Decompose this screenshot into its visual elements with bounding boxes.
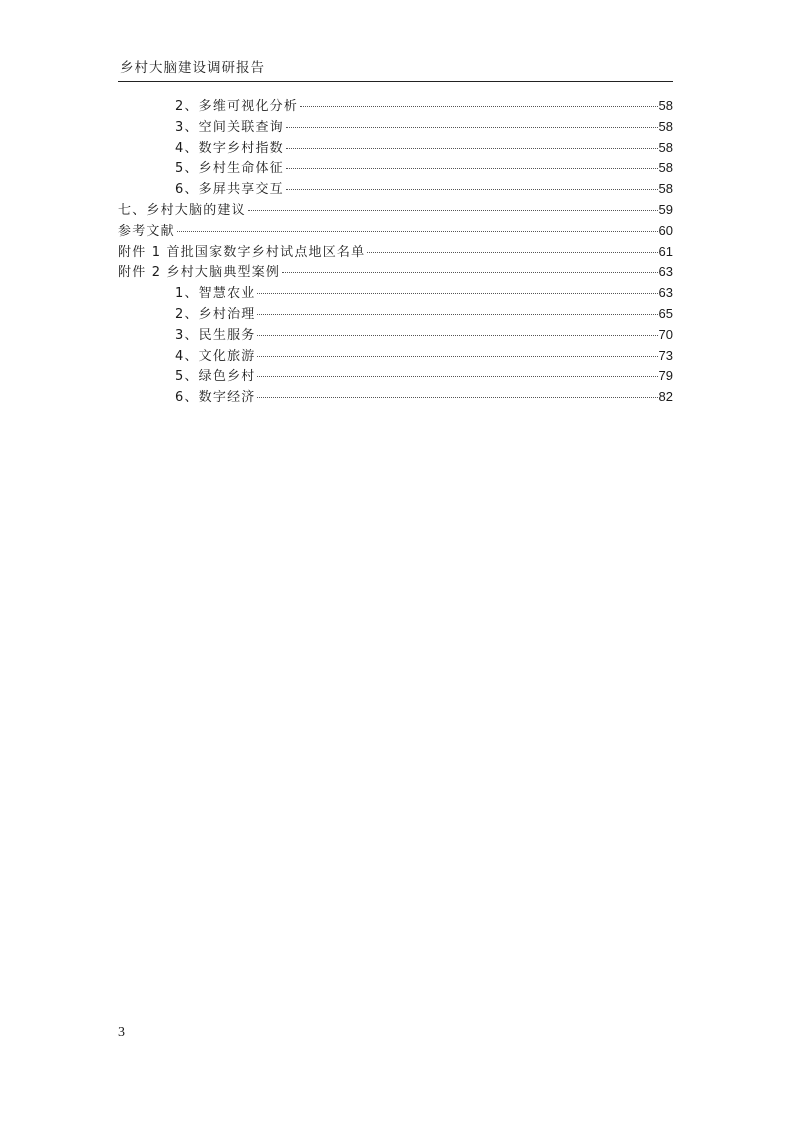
- toc-entry-page: 59: [658, 201, 673, 217]
- toc-entry-page: 58: [658, 160, 673, 176]
- toc-entry-label: 2、乡村治理: [175, 306, 256, 322]
- toc-dot-leader: [248, 210, 658, 211]
- toc-dot-leader: [300, 106, 657, 107]
- toc-entry-label: 参考文献: [118, 223, 175, 239]
- toc-entry-label: 3、民生服务: [175, 327, 256, 343]
- toc-entry-label: 3、空间关联查询: [175, 119, 284, 135]
- table-of-contents: [118, 96, 673, 408]
- toc-dot-leader: [286, 148, 658, 149]
- toc-entry[interactable]: [118, 366, 673, 387]
- toc-entry-page: 60: [658, 222, 673, 238]
- toc-dot-leader: [286, 127, 658, 128]
- toc-entry-page: 58: [658, 181, 673, 197]
- toc-entry-page: 73: [658, 347, 673, 363]
- toc-entry-label: 2、多维可视化分析: [175, 99, 299, 114]
- toc-dot-leader: [286, 189, 658, 190]
- toc-entry[interactable]: [118, 387, 673, 408]
- toc-entry[interactable]: [118, 200, 673, 221]
- toc-dot-leader: [367, 252, 657, 253]
- toc-entry-label: 附件 2 乡村大脑典型案例: [118, 265, 281, 281]
- running-header: 乡村大脑建设调研报告: [120, 60, 265, 76]
- toc-dot-leader: [177, 231, 658, 232]
- toc-entry-label: 6、数字经济: [175, 390, 256, 406]
- toc-entry-label: 附件 1 首批国家数字乡村试点地区名单: [118, 244, 366, 260]
- toc-entry[interactable]: [118, 117, 673, 138]
- toc-entry-label: 4、文化旅游: [175, 348, 256, 364]
- toc-dot-leader: [282, 272, 657, 273]
- toc-entry-label: 6、多屏共享交互: [175, 182, 284, 198]
- toc-dot-leader: [257, 376, 657, 377]
- toc-dot-leader: [257, 335, 657, 336]
- toc-entry-page: 70: [658, 326, 673, 342]
- toc-dot-leader: [257, 397, 657, 398]
- page-number: 3: [118, 1025, 125, 1040]
- toc-entry-page: 58: [658, 139, 673, 155]
- toc-entry-label: 4、数字乡村指数: [175, 140, 284, 156]
- toc-entry-label: 1、智慧农业: [175, 286, 256, 302]
- toc-entry-page: 82: [658, 389, 673, 405]
- toc-entry[interactable]: [118, 304, 673, 325]
- toc-entry-label: 七、乡村大脑的建议: [118, 202, 246, 218]
- toc-entry-label: 5、乡村生命体征: [175, 161, 284, 177]
- toc-entry[interactable]: [118, 346, 673, 367]
- toc-entry-page: 63: [658, 264, 673, 280]
- toc-dot-leader: [257, 356, 657, 357]
- toc-dot-leader: [286, 168, 658, 169]
- toc-dot-leader: [257, 314, 657, 315]
- toc-entry[interactable]: [118, 158, 673, 179]
- toc-entry-page: 58: [658, 98, 673, 113]
- toc-entry[interactable]: [118, 138, 673, 159]
- toc-entry[interactable]: [118, 262, 673, 283]
- toc-entry-page: 58: [658, 118, 673, 134]
- toc-entry-label: 5、绿色乡村: [175, 369, 256, 385]
- header-divider: [118, 81, 673, 82]
- toc-entry[interactable]: [118, 283, 673, 304]
- toc-entry[interactable]: [118, 221, 673, 242]
- toc-entry-page: 79: [658, 368, 673, 384]
- toc-entry[interactable]: [118, 325, 673, 346]
- toc-dot-leader: [257, 293, 657, 294]
- toc-entry-page: 61: [658, 243, 673, 259]
- toc-entry[interactable]: [118, 179, 673, 200]
- toc-entry[interactable]: [118, 96, 673, 117]
- toc-entry-page: 63: [658, 285, 673, 301]
- toc-entry[interactable]: [118, 242, 673, 263]
- toc-entry-page: 65: [658, 305, 673, 321]
